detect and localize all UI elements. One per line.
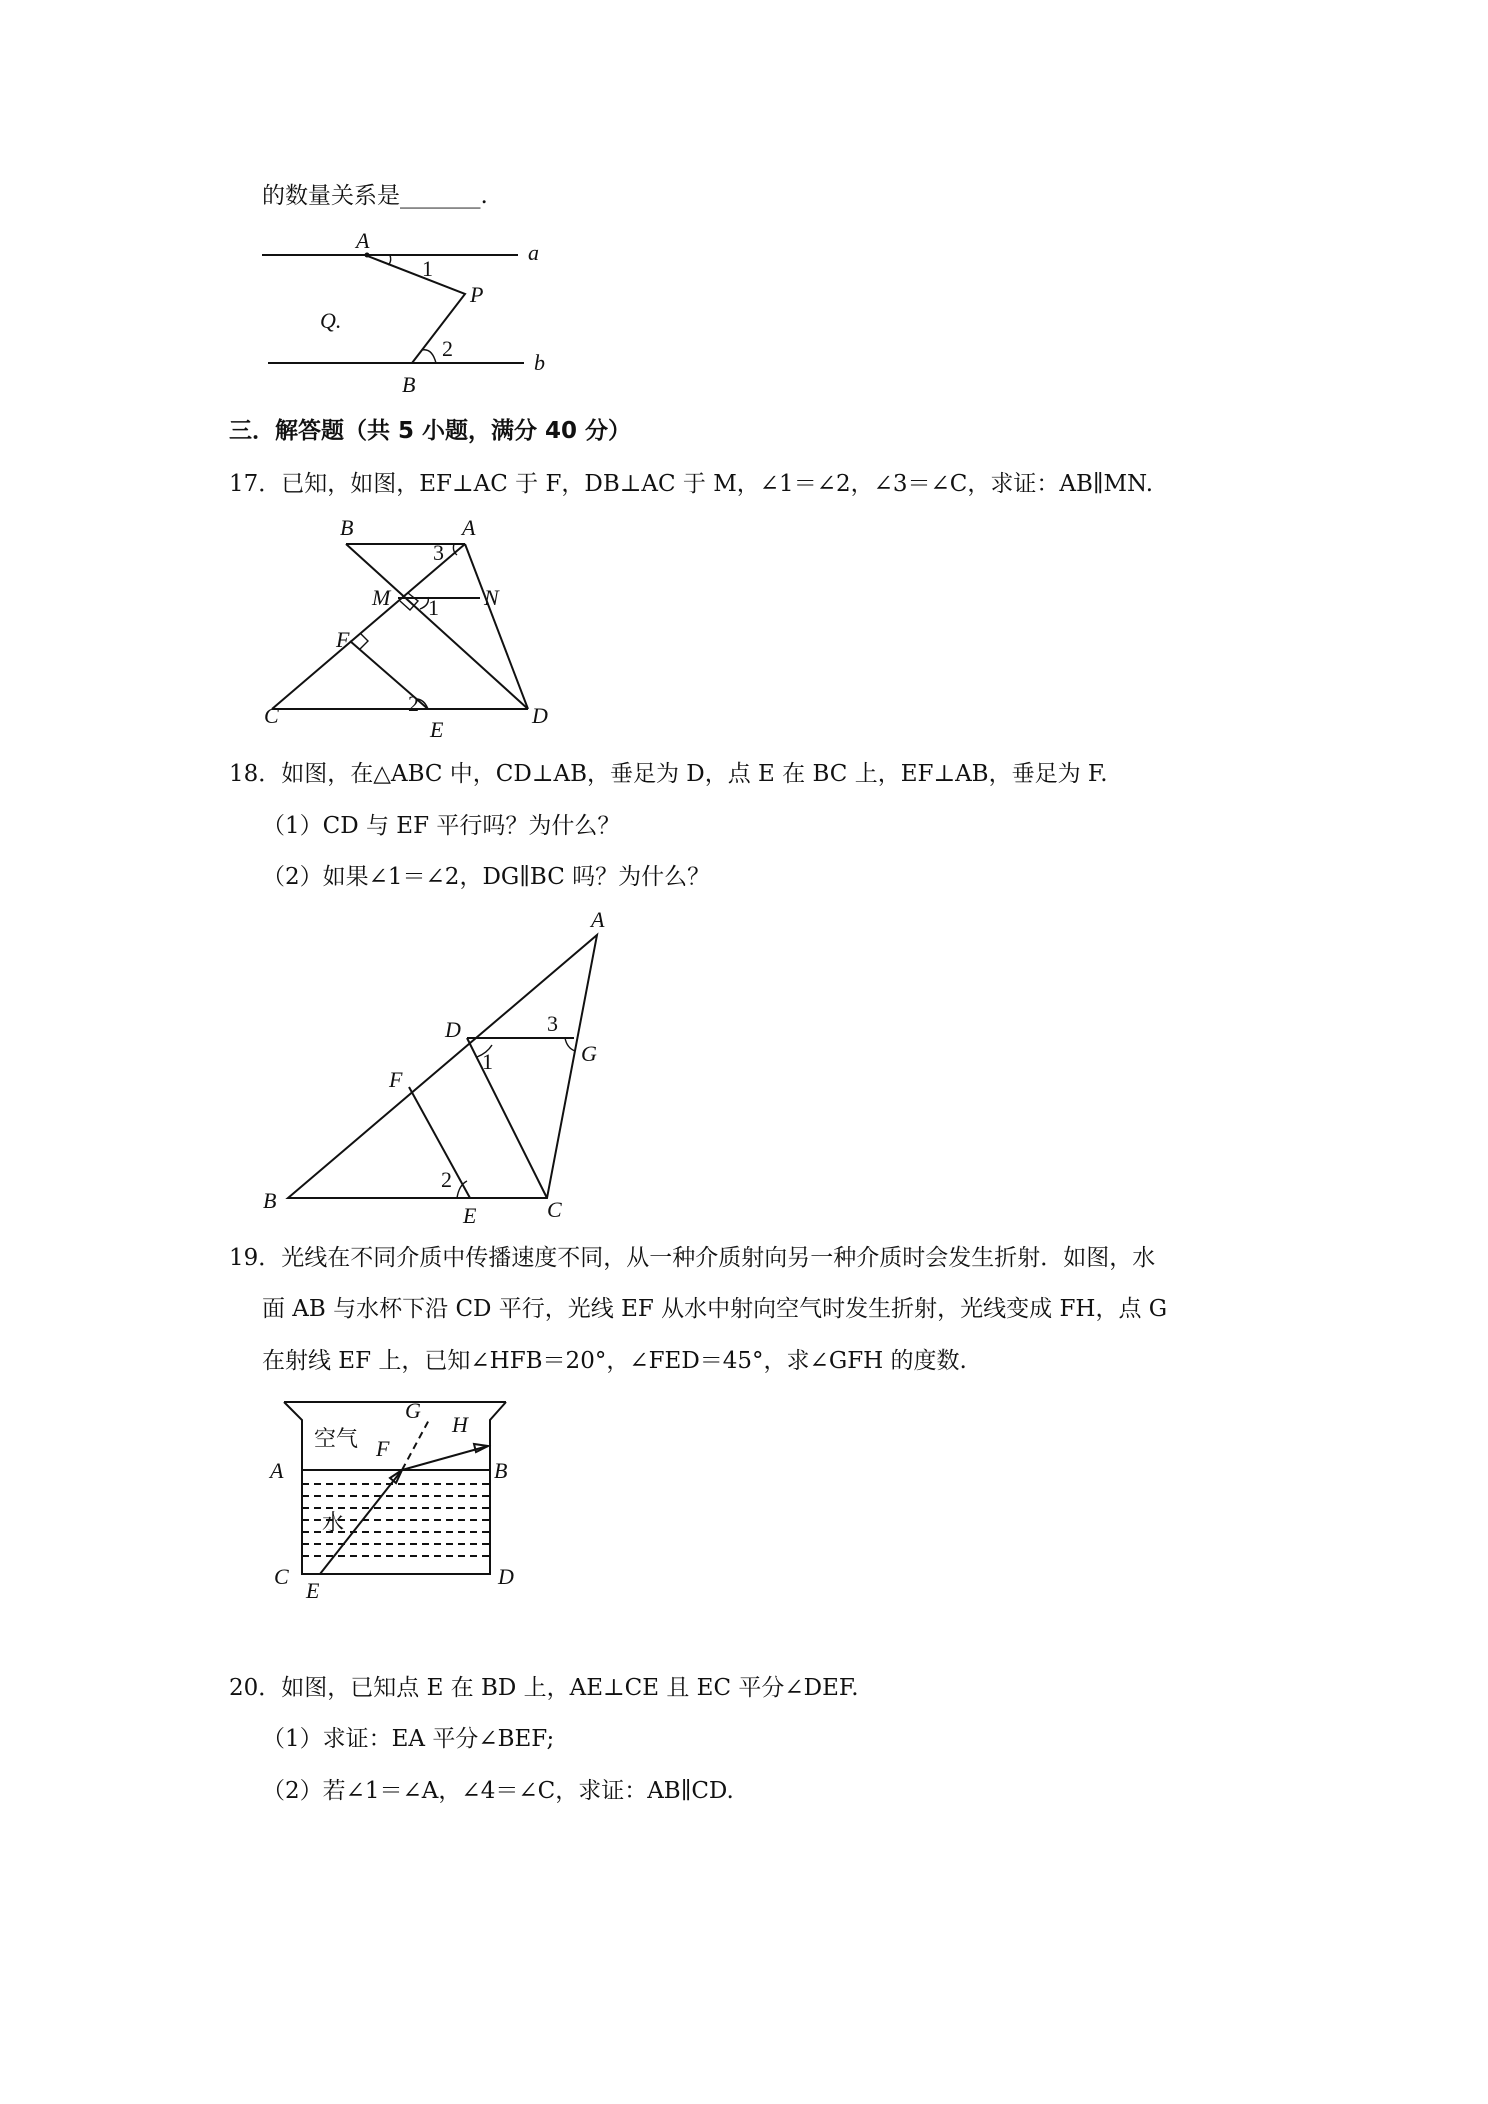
fig17-label-A: A <box>462 515 476 540</box>
fig16-label-B: B <box>402 372 416 397</box>
q20-text: 20．如图，已知点 E 在 BD 上，AE⊥CE 且 EC 平分∠DEF. <box>229 1675 859 1701</box>
fig18-label-D: D <box>445 1017 461 1042</box>
section-3-heading: 三．解答题（共 5 小题，满分 40 分） <box>229 418 632 444</box>
fig16-label-a: a <box>528 240 539 265</box>
fig18-label-3: 3 <box>547 1011 558 1036</box>
fig19-label-C: C <box>274 1564 289 1589</box>
q19-line-3: 在射线 EF 上，已知∠HFB＝20°，∠FED＝45°，求∠GFH 的度数. <box>262 1348 967 1374</box>
fig18-label-2: 2 <box>441 1167 452 1192</box>
figure-17 <box>260 515 570 745</box>
fig17-label-C: C <box>264 703 279 728</box>
q17-text: 17．已知，如图，EF⊥AC 于 F，DB⊥AC 于 M，∠1＝∠2，∠3＝∠C，求证：AB∥MN. <box>229 471 1154 497</box>
fig19-label-B: B <box>494 1458 508 1483</box>
figure-18 <box>255 905 635 1235</box>
fig17-label-B: B <box>340 515 354 540</box>
fig18-label-1: 1 <box>482 1049 493 1074</box>
fig16-label-1: 1 <box>422 256 433 281</box>
fig19-label-A: A <box>270 1458 284 1483</box>
fig16-label-2: 2 <box>442 336 453 361</box>
figure-19 <box>262 1398 552 1608</box>
fig19-label-water: 水 <box>322 1511 345 1536</box>
fig18-label-A: A <box>591 907 605 932</box>
fig18-label-F: F <box>389 1067 403 1092</box>
q20-part-2: （2）若∠1＝∠A，∠4＝∠C，求证：AB∥CD. <box>262 1778 734 1804</box>
q18-text: 18．如图，在△ABC 中，CD⊥AB，垂足为 D，点 E 在 BC 上，EF⊥AB，垂足为 F. <box>229 761 1108 787</box>
fig17-label-2: 2 <box>408 691 419 716</box>
fig16-label-b: b <box>534 350 545 375</box>
fig18-label-B: B <box>263 1188 277 1213</box>
q19-line-1: 19．光线在不同介质中传播速度不同，从一种介质射向另一种介质时会发生折射．如图，水 <box>229 1245 1156 1271</box>
fig19-label-G: G <box>405 1398 421 1423</box>
fig17-label-M: M <box>372 585 391 610</box>
fig16-label-A: A <box>356 228 370 253</box>
fig17-label-D: D <box>532 703 548 728</box>
q18-part-2: （2）如果∠1＝∠2，DG∥BC 吗？为什么？ <box>262 864 711 890</box>
fig17-label-3: 3 <box>433 540 444 565</box>
fig19-label-D: D <box>498 1564 514 1589</box>
fig17-label-1: 1 <box>428 595 439 620</box>
fig19-label-H: H <box>452 1412 468 1437</box>
fig19-label-E: E <box>306 1578 320 1603</box>
q18-part-1: （1）CD 与 EF 平行吗？为什么？ <box>262 813 621 839</box>
q16-answer-line: 的数量关系是_______. <box>262 183 488 209</box>
fig16-label-P: P <box>470 282 484 307</box>
fig18-label-G: G <box>581 1041 597 1066</box>
figure-16 <box>250 230 570 400</box>
fig16-label-Q: Q. <box>320 308 342 333</box>
fig19-label-air: 空气 <box>314 1427 359 1452</box>
fig17-label-N: N <box>484 585 499 610</box>
fig17-label-E: E <box>430 717 444 742</box>
fig17-label-F: F <box>336 627 350 652</box>
q20-part-1: （1）求证：EA 平分∠BEF; <box>262 1726 555 1752</box>
q19-line-2: 面 AB 与水杯下沿 CD 平行，光线 EF 从水中射向空气时发生折射，光线变成 FH，点 G <box>262 1296 1168 1322</box>
fig19-label-F: F <box>376 1436 390 1461</box>
fig18-label-C: C <box>547 1197 562 1222</box>
fig18-label-E: E <box>463 1203 477 1228</box>
